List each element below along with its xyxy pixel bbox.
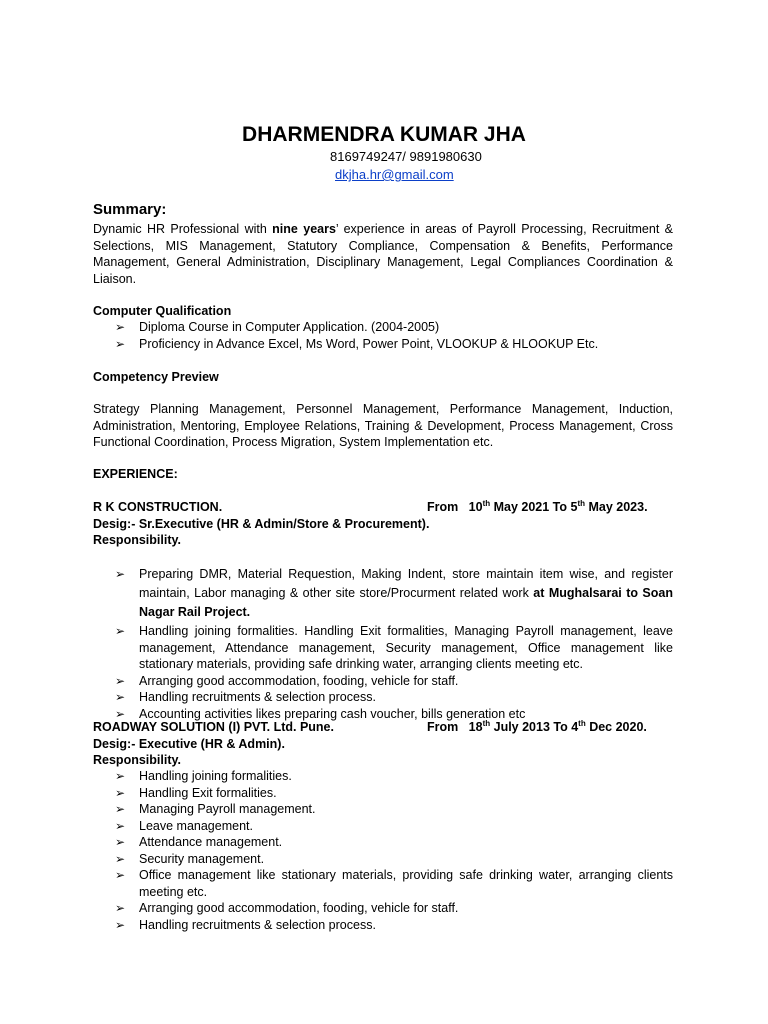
arrow-bullet-icon: ➢ <box>115 835 126 849</box>
computer-qualification-list <box>93 319 673 352</box>
arrow-bullet-icon: ➢ <box>115 320 126 334</box>
list-item: ➢ Handling joining formalities. Handling Exit formalities, Managing Payroll management, leave management, Attendance management, Security management, Office management like stationary materials, providing safe drinking water, arranging clients meeting etc. <box>115 624 673 671</box>
list-item: ➢ Leave management. <box>115 818 253 833</box>
arrow-bullet-icon: ➢ <box>115 624 126 638</box>
list-item: ➢ Arranging good accommodation, fooding, vehicle for staff. <box>115 901 459 915</box>
experience-heading: EXPERIENCE: <box>93 467 178 481</box>
job1-designation: Desig:- Sr.Executive (HR & Admin/Store & Procurement). <box>93 517 430 531</box>
job1-responsibility-label: Responsibility. <box>93 533 181 547</box>
list-item: ➢ Accounting activities likes preparing cash voucher, bills generation etc <box>115 706 526 721</box>
arrow-bullet-icon: ➢ <box>115 851 126 866</box>
arrow-bullet-icon: ➢ <box>115 785 126 800</box>
arrow-bullet-icon: ➢ <box>115 690 126 704</box>
arrow-bullet-icon: ➢ <box>115 868 126 882</box>
job2-responsibility-label: Responsibility. <box>93 753 181 767</box>
job2-responsibility-list <box>93 768 673 933</box>
job1-header <box>93 499 673 516</box>
arrow-bullet-icon: ➢ <box>115 917 126 932</box>
computer-qualification-heading: Computer Qualification <box>93 304 232 318</box>
list-item: ➢ Handling Exit formalities. <box>115 785 277 800</box>
arrow-bullet-icon: ➢ <box>115 336 126 351</box>
list-item: ➢ Security management. <box>115 851 265 866</box>
arrow-bullet-icon: ➢ <box>115 769 126 783</box>
list-item: ➢ Handling joining formalities. <box>115 769 292 783</box>
arrow-bullet-icon: ➢ <box>115 818 126 833</box>
list-item: ➢ Preparing DMR, Material Requestion, Making Indent, store maintain item wise, and register maintain, Labor managing & other site store/Procurment related work at Mughalsarai to Soan Nagar Rail Project. <box>115 567 673 619</box>
summary-heading: Summary: <box>93 201 167 218</box>
arrow-bullet-icon: ➢ <box>115 802 126 816</box>
arrow-bullet-icon: ➢ <box>115 706 126 721</box>
arrow-bullet-icon: ➢ <box>115 673 126 688</box>
job2-company: ROADWAY SOLUTION (I) PVT. Ltd. Pune. <box>93 720 334 734</box>
job1-company: R K CONSTRUCTION. <box>93 500 223 514</box>
list-item: ➢ Arranging good accommodation, fooding, vehicle for staff. <box>115 673 459 688</box>
arrow-bullet-icon: ➢ <box>115 901 126 915</box>
phone-number: 8169749247/ 9891980630 <box>330 149 482 164</box>
job2-designation: Desig:- Executive (HR & Admin). <box>93 737 285 751</box>
competency-text: Strategy Planning Management, Personnel Management, Performance Management, Induction, Administration, Mentoring, Employee Relations, Training & Development, Process Management, Cross Functional Coordination, Process Migration, System Implementation etc. <box>93 402 673 449</box>
summary-text: Dynamic HR Professional with nine years’ experience in areas of Payroll Processing, Recruitment & Selections, MIS Management, Statutory Compliance, Compensation & Benefits, Performance Management, General Administration, Disciplinary Management, Legal Compliances Coordination & Liaison. <box>93 222 674 286</box>
arrow-bullet-icon: ➢ <box>115 567 126 581</box>
email-link[interactable]: dkjha.hr@gmail.com <box>335 167 454 182</box>
job1-dates: From 10th May 2021 To 5th May 2023. <box>427 498 648 514</box>
list-item: ➢ Handling recruitments & selection process. <box>115 917 376 932</box>
candidate-name: DHARMENDRA KUMAR JHA <box>242 123 526 146</box>
list-item: ➢ Office management like stationary materials, providing safe drinking water, arranging clients meeting etc. <box>115 868 673 899</box>
job2-dates: From 18th July 2013 To 4th Dec 2020. <box>427 718 647 734</box>
list-item: ➢ Diploma Course in Computer Application. (2004-2005) <box>115 320 440 334</box>
competency-heading: Competency Preview <box>93 370 219 384</box>
list-item: ➢ Managing Payroll management. <box>115 802 316 816</box>
job1-responsibility-list <box>93 565 673 722</box>
job2-header <box>93 719 673 736</box>
list-item: ➢ Handling recruitments & selection process. <box>115 690 376 704</box>
list-item: ➢ Proficiency in Advance Excel, Ms Word, Power Point, VLOOKUP & HLOOKUP Etc. <box>115 336 599 351</box>
list-item: ➢ Attendance management. <box>115 835 283 849</box>
